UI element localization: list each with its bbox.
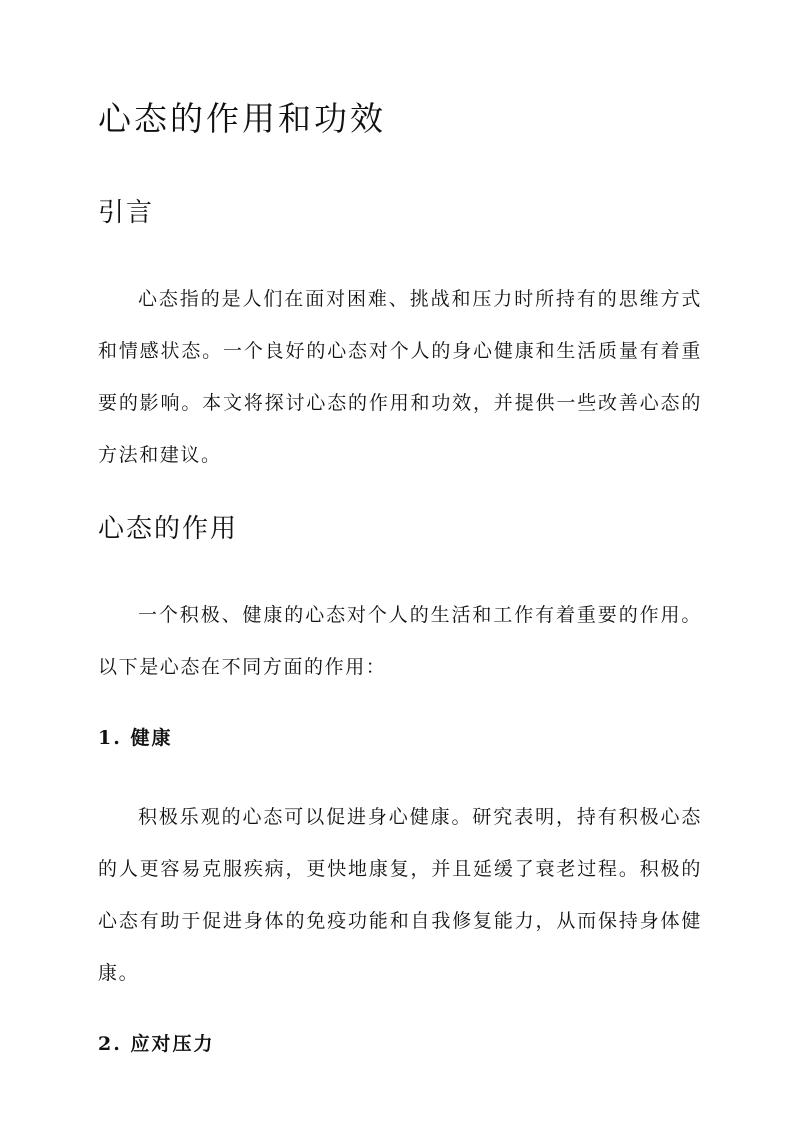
section-heading-role-of-mindset: 心态的作用 [98, 514, 239, 544]
document-content [98, 95, 702, 1059]
section-heading-introduction: 引言 [98, 198, 155, 228]
role-of-mindset-paragraph: 一个积极、健康的心态对个人的生活和工作有着重要的作用。以下是心态在不同方面的作用： [98, 604, 702, 678]
health-paragraph: 积极乐观的心态可以促进身心健康。研究表明，持有积极心态的人更容易克服疾病，更快地康复，并且延缓了衰老过程。积极的心态有助于促进身体的免疫功能和自我修复能力，从而保持身体健康。 [98, 806, 702, 984]
document-title: 心态的作用和功效 [98, 99, 386, 138]
introduction-paragraph: 心态指的是人们在面对困难、挑战和压力时所持有的思维方式和情感状态。一个良好的心态对个人的身心健康和生活质量有着重要的影响。本文将探讨心态的作用和功效，并提供一些改善心态的方法和建议。 [98, 288, 702, 466]
subheading-coping-with-stress: 2. 应对压力 [98, 1033, 215, 1055]
subheading-health: 1. 健康 [98, 727, 173, 749]
